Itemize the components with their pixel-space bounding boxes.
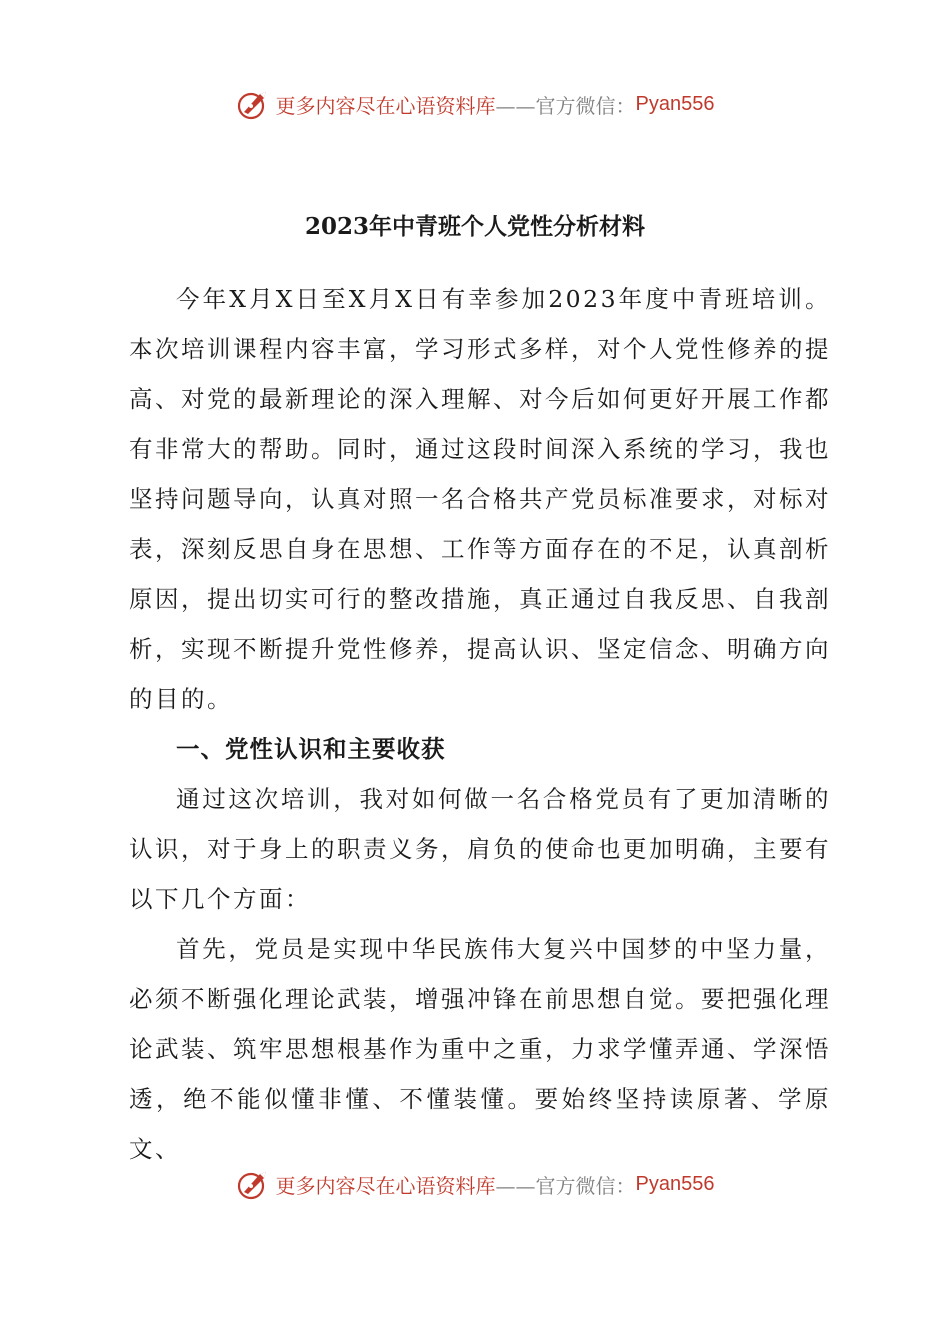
intro-paragraph: 今年X月X日至X月X日有幸参加2023年度中青班培训。本次培训课程内容丰富，学习形式多样，对个人党性修养的提高、对党的最新理论的深入理解、对今后如何更好开展工作都有非常大的帮助。同时，通过这段时间深入系统的学习，我也坚持问题导向，认真对照一名合格共产党员标准要求，对标对表，深刻反思自身在思想、工作等方面存在的不足，认真剖析原因，提出切实可行的整改措施，真正通过自我反思、自我剖析，实现不断提升党性修养，提高认识、坚定信念、明确方向的目的。 xyxy=(129,285,831,713)
bottom-watermark-banner xyxy=(0,1162,950,1206)
watermark-separator-text: ——官方微信： xyxy=(495,93,636,118)
document-body xyxy=(129,274,831,1174)
section-heading: 一、党性认识和主要收获 xyxy=(176,735,446,763)
watermark-separator-text: ——官方微信： xyxy=(495,1173,636,1198)
top-watermark-banner xyxy=(0,82,950,126)
watermark-site-text: 更多内容尽在心语资料库 xyxy=(275,1173,496,1198)
watermark-site-text: 更多内容尽在心语资料库 xyxy=(275,93,496,118)
section-paragraph: 通过这次培训，我对如何做一名合格党员有了更加清晰的认识，对于身上的职责义务，肩负的使命也更加明确，主要有以下几个方面： xyxy=(129,785,831,913)
watermark-wechat-id: Pyan556 xyxy=(635,1172,715,1195)
document-title: 2023年中青班个人党性分析材料 xyxy=(304,213,645,240)
pen-nib-logo-icon xyxy=(236,86,272,122)
pen-nib-logo-icon xyxy=(236,1166,272,1202)
watermark-wechat-id: Pyan556 xyxy=(635,92,715,115)
section-paragraph: 首先，党员是实现中华民族伟大复兴中国梦的中坚力量，必须不断强化理论武装，增强冲锋在前思想自觉。要把强化理论武装、筑牢思想根基作为重中之重，力求学懂弄通、学深悟透，绝不能似懂非懂、不懂装懂。要始终坚持读原著、学原文、 xyxy=(129,935,831,1163)
